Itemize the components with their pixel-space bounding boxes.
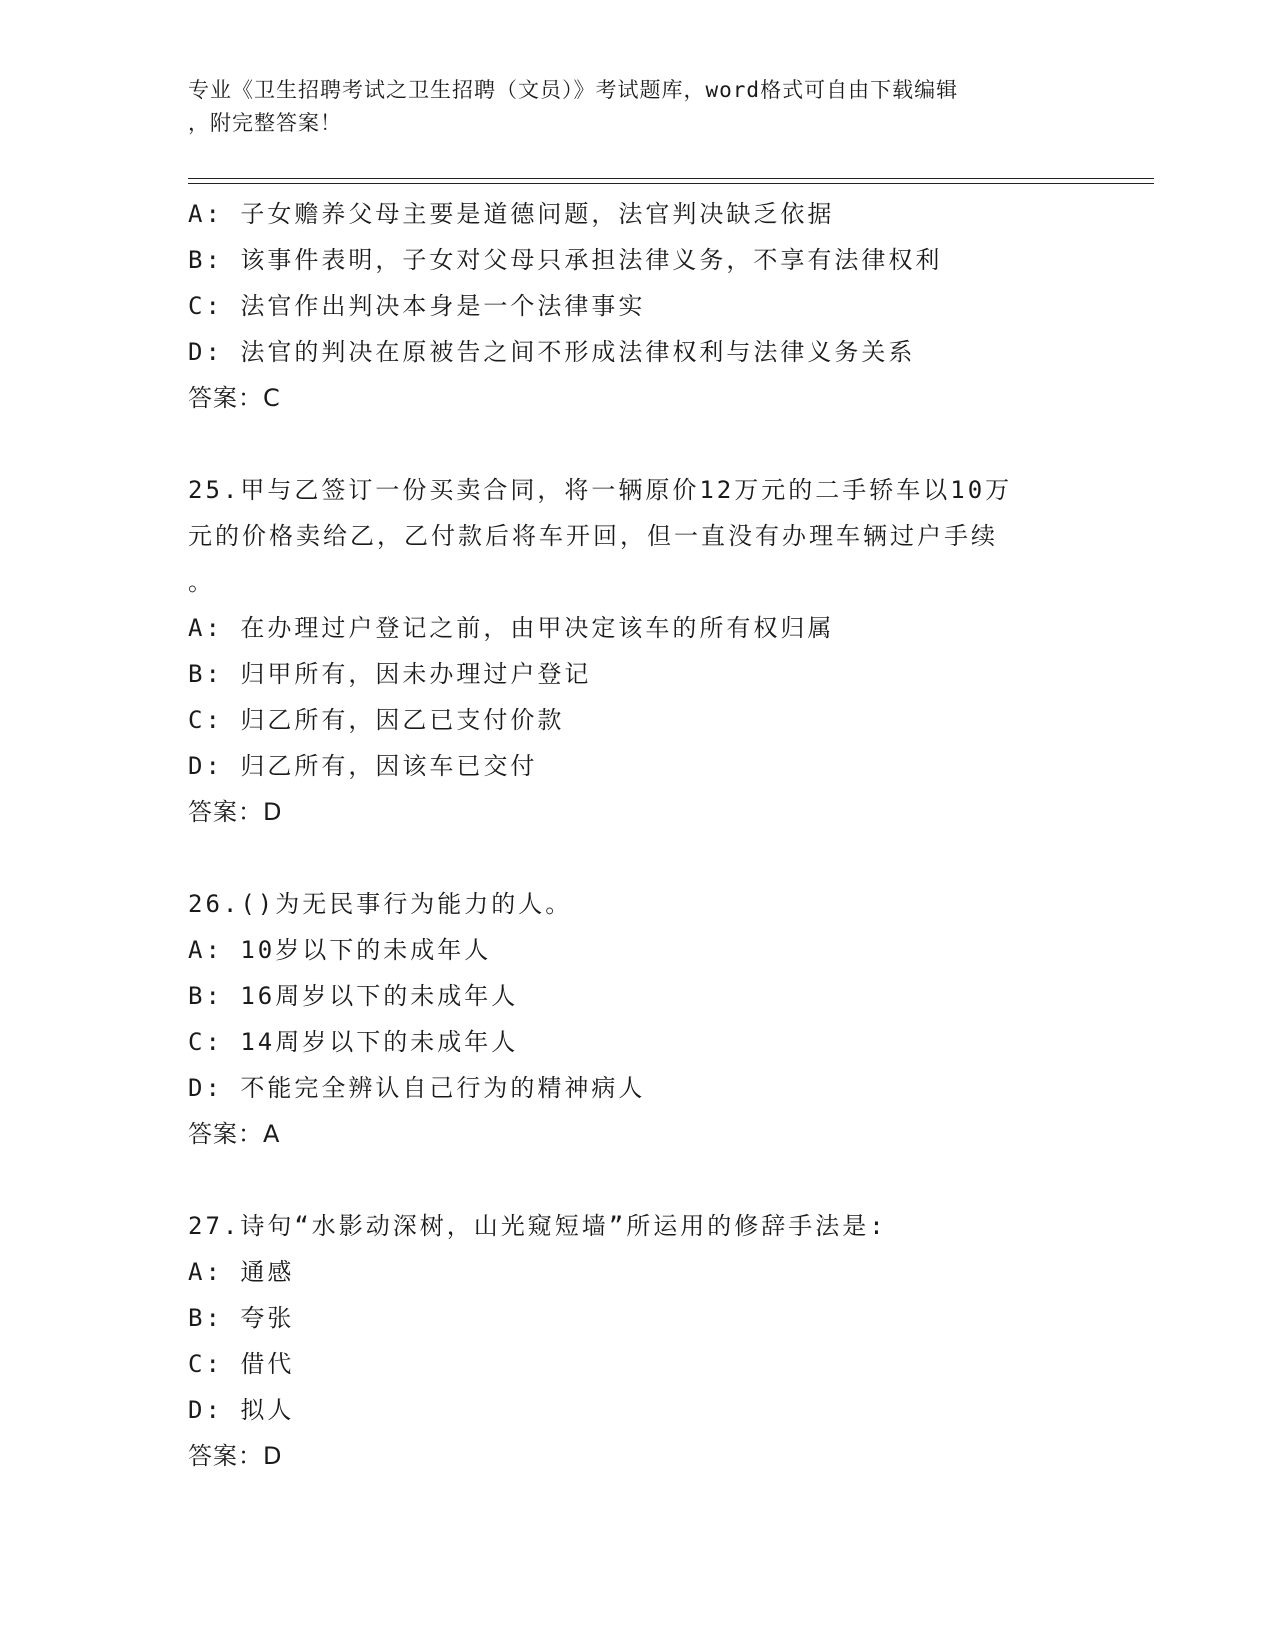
spacer — [188, 421, 1088, 467]
question-list — [188, 191, 1088, 1479]
option-d: D: 法官的判决在原被告之间不形成法律权利与法律义务关系 — [188, 338, 916, 366]
answer-line: 答案：D — [188, 798, 283, 826]
spacer — [188, 1157, 1088, 1203]
option-b: B: 夸张 — [188, 1304, 295, 1332]
answer-line: 答案：A — [188, 1120, 281, 1148]
answer-line: 答案：D — [188, 1442, 283, 1470]
option-d: D: 拟人 — [188, 1396, 295, 1424]
question-stem-line: 27.诗句“水影动深树，山光窥短墙”所运用的修辞手法是: — [188, 1212, 887, 1240]
document-header — [188, 74, 1068, 140]
question-stem-line: 元的价格卖给乙，乙付款后将车开回，但一直没有办理车辆过户手续 — [188, 522, 998, 550]
question-stem-line: 25.甲与乙签订一份买卖合同，将一辆原价12万元的二手轿车以10万 — [188, 476, 1013, 504]
question-26-block — [188, 881, 1088, 1157]
option-c: C: 归乙所有，因乙已支付价款 — [188, 706, 565, 734]
option-a: A: 10岁以下的未成年人 — [188, 936, 492, 964]
option-a: A: 在办理过户登记之前，由甲决定该车的所有权归属 — [188, 614, 835, 642]
option-c: C: 法官作出判决本身是一个法律事实 — [188, 292, 646, 320]
option-b: B: 16周岁以下的未成年人 — [188, 982, 519, 1010]
header-line-1: 专业《卫生招聘考试之卫生招聘（文员）》考试题库，word格式可自由下载编辑 — [188, 78, 959, 102]
question-24-block — [188, 191, 1088, 421]
question-stem-line: 26.()为无民事行为能力的人。 — [188, 890, 573, 918]
spacer — [188, 835, 1088, 881]
question-27-block — [188, 1203, 1088, 1479]
option-b: B: 该事件表明，子女对父母只承担法律义务，不享有法律权利 — [188, 246, 943, 274]
option-a: A: 子女赡养父母主要是道德问题，法官判决缺乏依据 — [188, 200, 835, 228]
question-25-block — [188, 467, 1088, 835]
option-c: C: 14周岁以下的未成年人 — [188, 1028, 519, 1056]
header-rule-top — [188, 178, 1154, 179]
option-b: B: 归甲所有，因未办理过户登记 — [188, 660, 592, 688]
option-d: D: 归乙所有，因该车已交付 — [188, 752, 538, 780]
option-c: C: 借代 — [188, 1350, 295, 1378]
answer-line: 答案：C — [188, 384, 281, 412]
option-d: D: 不能完全辨认自己行为的精神病人 — [188, 1074, 646, 1102]
header-line-2: ，附完整答案！ — [188, 111, 342, 135]
option-a: A: 通感 — [188, 1258, 295, 1286]
question-stem-line: 。 — [188, 568, 215, 596]
header-rule-bottom — [188, 183, 1154, 184]
